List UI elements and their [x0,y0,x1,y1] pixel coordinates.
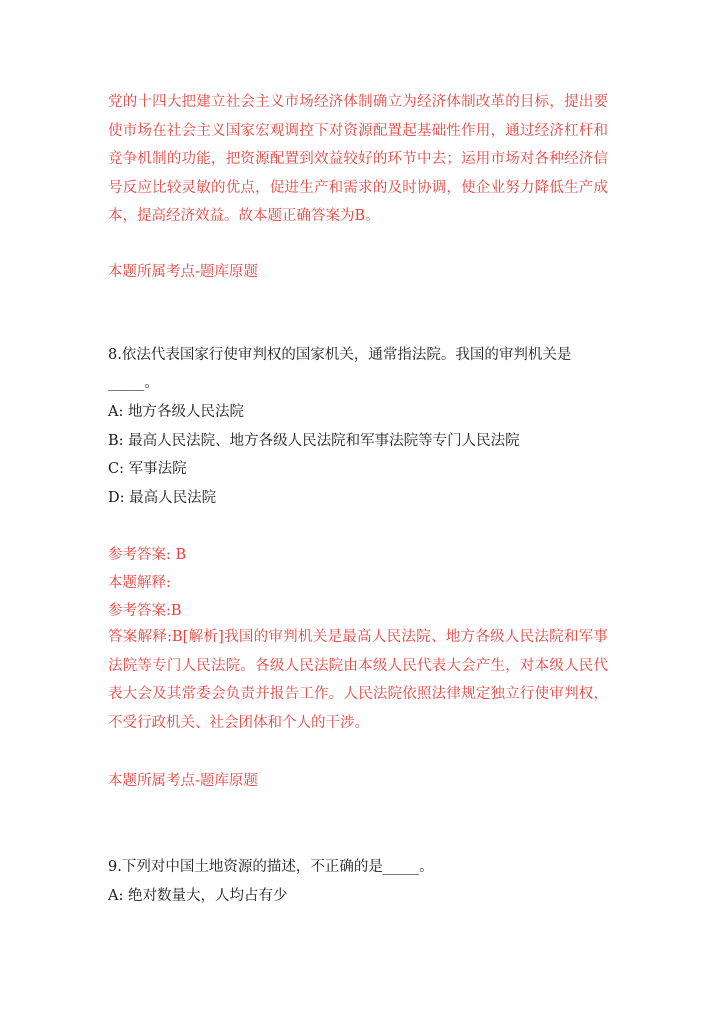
q9-option-a: A: 绝对数量大，人均占有少 [108,888,288,904]
q8-stem-line2: _____。 [108,375,159,391]
q8-explanation: 答案解释:B[解析]我国的审判机关是最高人民法院、地方各级人民法院和军事法院等专门人民法院。各级人民法院由本级人民代表大会产生，对本级人民代表大会及其常委会负责并报告工作。人民法院依照法律规定独立行使审判权，不受行政机关、社会团体和个人的干涉。 [108,629,608,731]
q8-answer: 参考答案: B [108,547,187,563]
q7-explanation-tail: 党的十四大把建立社会主义市场经济体制确立为经济体制改革的目标，提出要使市场在社会主义国家宏观调控下对资源配置起基础性作用，通过经济杠杆和竞争机制的功能，把资源配置到效益较好的环节中去；运用市场对各种经济信号反应比较灵敏的优点，促进生产和需求的及时协调，使企业努力降低生产成本，提高经济效益。故本题正确答案为B。 [108,94,608,224]
q8-source-label: 本题所属考点-题库原题 [108,773,258,789]
q8-option-c: C: 军事法院 [108,461,187,477]
q8-option-d: D: 最高人民法院 [108,490,217,506]
q7-source-label: 本题所属考点-题库原题 [108,264,258,280]
q9-stem: 9.下列对中国土地资源的描述，不正确的是_____。 [108,859,434,875]
q8-answer-ref: 参考答案:B [108,603,182,619]
q8-option-b: B: 最高人民法院、地方各级人民法院和军事法院等专门人民法院 [108,433,520,449]
q8-stem-line1: 8.依法代表国家行使审判权的国家机关，通常指法院。我国的审判机关是 [108,347,572,363]
q8-explanation-label: 本题解释: [108,575,171,591]
q8-option-a: A: 地方各级人民法院 [108,404,244,420]
